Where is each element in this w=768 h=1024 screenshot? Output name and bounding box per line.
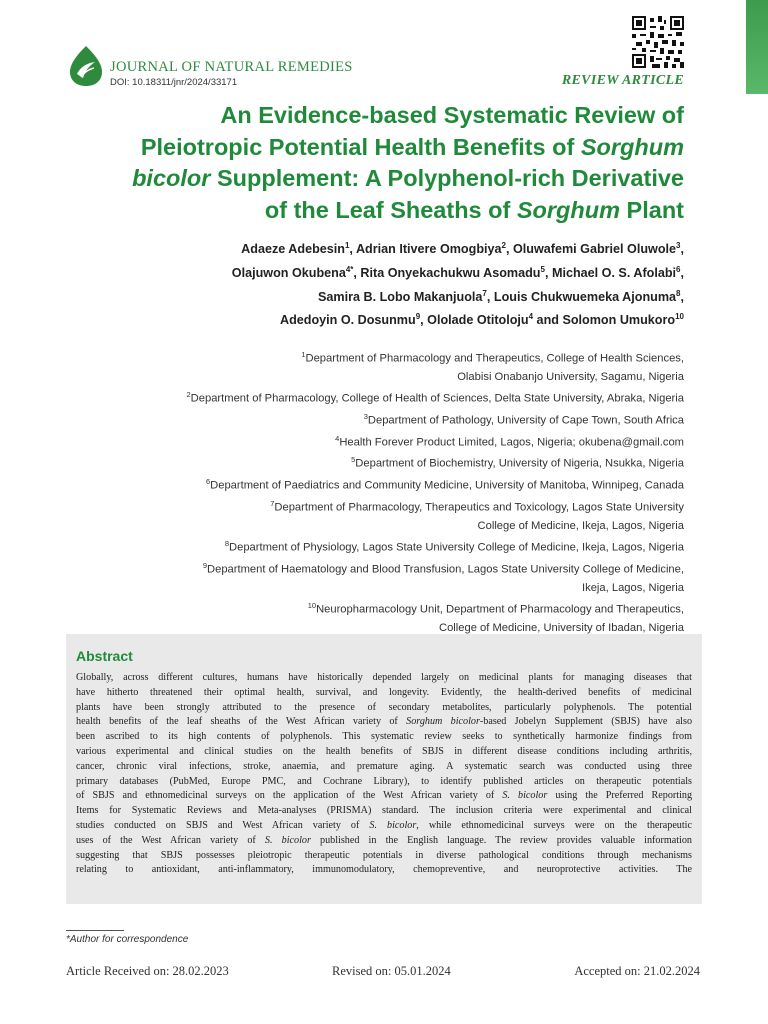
author-name: Olajuwon Okubena: [231, 265, 346, 280]
affiliation-text: Department of Paediatrics and Community Medicine, University of Manitoba, Winnipeg, Canada: [210, 479, 684, 492]
author-line: [64, 307, 684, 331]
title-italic-text: Sorghum: [516, 196, 621, 223]
title-line: [44, 132, 684, 164]
affiliation-number: 8: [224, 538, 230, 548]
received-date: Article Received on: 28.02.2023: [66, 964, 229, 978]
affiliation-marker: 1: [344, 241, 350, 250]
author-name: , Louis Chukwuemeka Ajonuma: [486, 289, 677, 304]
article-title: [44, 100, 684, 226]
abstract-line: Globally, across different cultures, humans have historically depended largely on medicinal plants for managing diseases that: [76, 672, 692, 683]
species-name: S. bicolor: [502, 790, 548, 802]
affiliation-line: [44, 579, 684, 597]
affiliation-number: 5: [351, 455, 356, 465]
affiliation-text: Department of Pharmacology, College of Health of Sciences, Delta State University, Abraka, Nigeria: [190, 392, 684, 405]
affiliation-marker: 6: [676, 264, 681, 274]
affiliation-marker: 2: [501, 241, 506, 250]
affiliation-marker: 7: [482, 288, 487, 298]
affiliation-marker: 4: [528, 312, 534, 322]
affiliation-text: Olabisi Onabanjo University, Sagamu, Nigeria: [457, 370, 684, 383]
species-name: S. bicolor: [264, 834, 311, 846]
journal-logo-leaf-icon: [66, 44, 106, 88]
author-name: ,: [680, 265, 684, 280]
affiliation-marker: 4*: [345, 264, 354, 274]
author-line: [64, 236, 684, 260]
author-list: [64, 236, 684, 331]
author-name: , Adrian Itivere Omogbiya: [349, 242, 502, 257]
affiliation-number: 1: [301, 350, 306, 359]
affiliation-text: Neuropharmacology Unit, Department of Pharmacology and Therapeutics,: [316, 603, 684, 616]
affiliation-text: Department of Pathology, University of Cape Town, South Africa: [367, 414, 684, 427]
title-text: of the Leaf Sheaths of: [264, 196, 517, 223]
abstract-line: uses of the West African variety of S. bicolor published in the English language. The review provides valuable information: [76, 834, 692, 846]
title-line: [44, 163, 684, 195]
affiliation-line: [44, 346, 684, 368]
affiliation-number: 7: [270, 499, 275, 509]
affiliation-line: [44, 368, 684, 386]
author-name: Samira B. Lobo Makanjuola: [317, 289, 483, 304]
author-name: , Oluwafemi Gabriel Oluwole: [505, 242, 677, 257]
affiliation-line: [44, 430, 684, 452]
abstract-line: relating to antioxidant, anti-inflammatory, immunomodulatory, chemopreventive, and neuroprotective activities. The: [76, 864, 692, 876]
abstract-line: of SBJS and ethnomedicinal surveys on the application of the West African variety of S. bicolor using the Preferred Reporting: [76, 790, 693, 802]
affiliation-number: 6: [205, 477, 211, 487]
abstract-line: cancer, chronic viral infections, stroke, anaemia, and premature aging. A systematic search was conducted using three: [76, 760, 692, 772]
affiliation-text: Department of Haematology and Blood Transfusion, Lagos State University College of Medicine,: [207, 563, 684, 576]
qr-code-icon: [632, 16, 684, 68]
affiliation-text: Department of Pharmacology, Therapeutics and Toxicology, Lagos State University: [274, 501, 684, 514]
abstract-panel: [66, 634, 702, 904]
affiliation-line: [44, 597, 684, 619]
affiliation-text: Ikeja, Lagos, Nigeria: [582, 581, 684, 594]
title-text: Supplement: A Polyphenol-rich Derivative: [210, 165, 684, 191]
title-line: An Evidence-based Systematic Review of: [220, 102, 684, 128]
abstract-line: studies conducted on SBJS and West African variety of S. bicolor, while ethnomedicinal surveys were on the therapeutic: [76, 819, 692, 831]
abstract-line: plants have been strongly attributed to the presence of secondary metabolites, particularly polyphenols. The potential: [76, 701, 692, 713]
article-doi: DOI: 10.18311/jnr/2024/33171: [110, 77, 238, 88]
abstract-line: suggesting that SBJS possesses pleiotropic therapeutic potentials in diverse pathological conditions through mechanisms: [76, 849, 692, 861]
correspondence-footnote: *Author for correspondence: [66, 934, 189, 945]
abstract-line: health benefits of the leaf sheaths of the West African variety of Sorghum bicolor-based Jobelyn Supplement (SBJS) have also: [76, 716, 693, 728]
affiliation-marker: 9: [415, 312, 421, 322]
title-italic-text: bicolor: [132, 165, 211, 191]
revised-date: Revised on: 05.01.2024: [332, 964, 451, 978]
author-line: [64, 284, 684, 308]
author-line: [64, 260, 684, 284]
author-name: and Solomon Umukoro: [533, 313, 676, 328]
author-name: Adedoyin O. Dosunmu: [279, 313, 416, 328]
affiliation-line: [44, 517, 684, 535]
abstract-line: Items for Systematic Reviews and Meta-analyses (PRISMA) standard. The inclusion criteria were experimental and clinical: [76, 805, 692, 817]
species-name: Sorghum bicolor: [406, 716, 480, 728]
affiliation-text: Department of Physiology, Lagos State University College of Medicine, Ikeja, Lagos, Nigeria: [229, 541, 684, 554]
abstract-line: primary databases (PubMed, Europe PMC, and Cochrane Library), to identify published articles on therapeutic potentials: [76, 775, 692, 787]
affiliation-text: College of Medicine, Ikeja, Lagos, Nigeria: [477, 519, 684, 532]
affiliation-number: 2: [186, 389, 191, 399]
affiliation-line: [44, 557, 684, 579]
affiliation-line: [44, 535, 684, 557]
abstract-line: have hitherto threatened their optimal health, survival, and longevity. Evidently, the health-derived benefits of medicinal: [76, 686, 692, 698]
affiliation-marker: 8: [676, 288, 681, 298]
affiliation-text: College of Medicine, University of Ibadan, Nigeria: [438, 621, 684, 634]
species-name: S. bicolor: [369, 819, 417, 831]
affiliation-marker: 10: [675, 312, 684, 322]
affiliation-line: [44, 451, 684, 473]
abstract-heading: Abstract: [76, 648, 133, 664]
affiliation-line: [44, 473, 684, 495]
article-type-label: REVIEW ARTICLE: [561, 73, 684, 88]
affiliation-number: 4: [335, 433, 340, 443]
affiliation-text: Department of Biochemistry, University of Nigeria, Nsukka, Nigeria: [355, 458, 684, 471]
title-text: Plant: [620, 196, 684, 223]
header-accent-bar: [746, 0, 768, 94]
affiliation-line: [44, 495, 684, 517]
affiliation-text: Department of Pharmacology and Therapeutics, College of Health Sciences,: [305, 352, 684, 365]
author-name: , Ololade Otitoloju: [420, 313, 529, 328]
abstract-line: various experimental and clinical studies on the health benefits of SBJS in different disease conditions including arthritis,: [76, 745, 692, 757]
affiliation-number: 3: [363, 411, 368, 421]
affiliation-marker: 5: [540, 264, 545, 274]
title-italic-text: Sorghum: [580, 133, 684, 160]
affiliation-line: [44, 386, 684, 408]
author-name: , Michael O. S. Afolabi: [544, 265, 677, 280]
author-name: , Rita Onyekachukwu Asomadu: [353, 265, 541, 280]
abstract-body: [76, 671, 692, 878]
author-name: ,: [680, 242, 684, 257]
affiliation-marker: 3: [676, 241, 681, 250]
journal-name: JOURNAL OF NATURAL REMEDIES: [110, 59, 353, 75]
affiliation-list: [44, 346, 684, 637]
footnote-divider: [66, 930, 124, 931]
accepted-date: Accepted on: 21.02.2024: [574, 964, 700, 978]
affiliation-text: Health Forever Product Limited, Lagos, Nigeria; okubena@gmail.com: [339, 436, 684, 449]
author-name: Adaeze Adebesin: [241, 242, 345, 257]
abstract-line: been ascribed to its high contents of polyphenols. This systematic review seeks to synthetically harmonize findings from: [76, 731, 692, 743]
title-text: Pleiotropic Potential Health Benefits of: [140, 133, 581, 160]
author-name: ,: [680, 289, 684, 304]
affiliation-number: 9: [202, 560, 208, 570]
title-line: [44, 195, 684, 227]
affiliation-line: [44, 408, 684, 430]
affiliation-number: 10: [307, 600, 317, 610]
